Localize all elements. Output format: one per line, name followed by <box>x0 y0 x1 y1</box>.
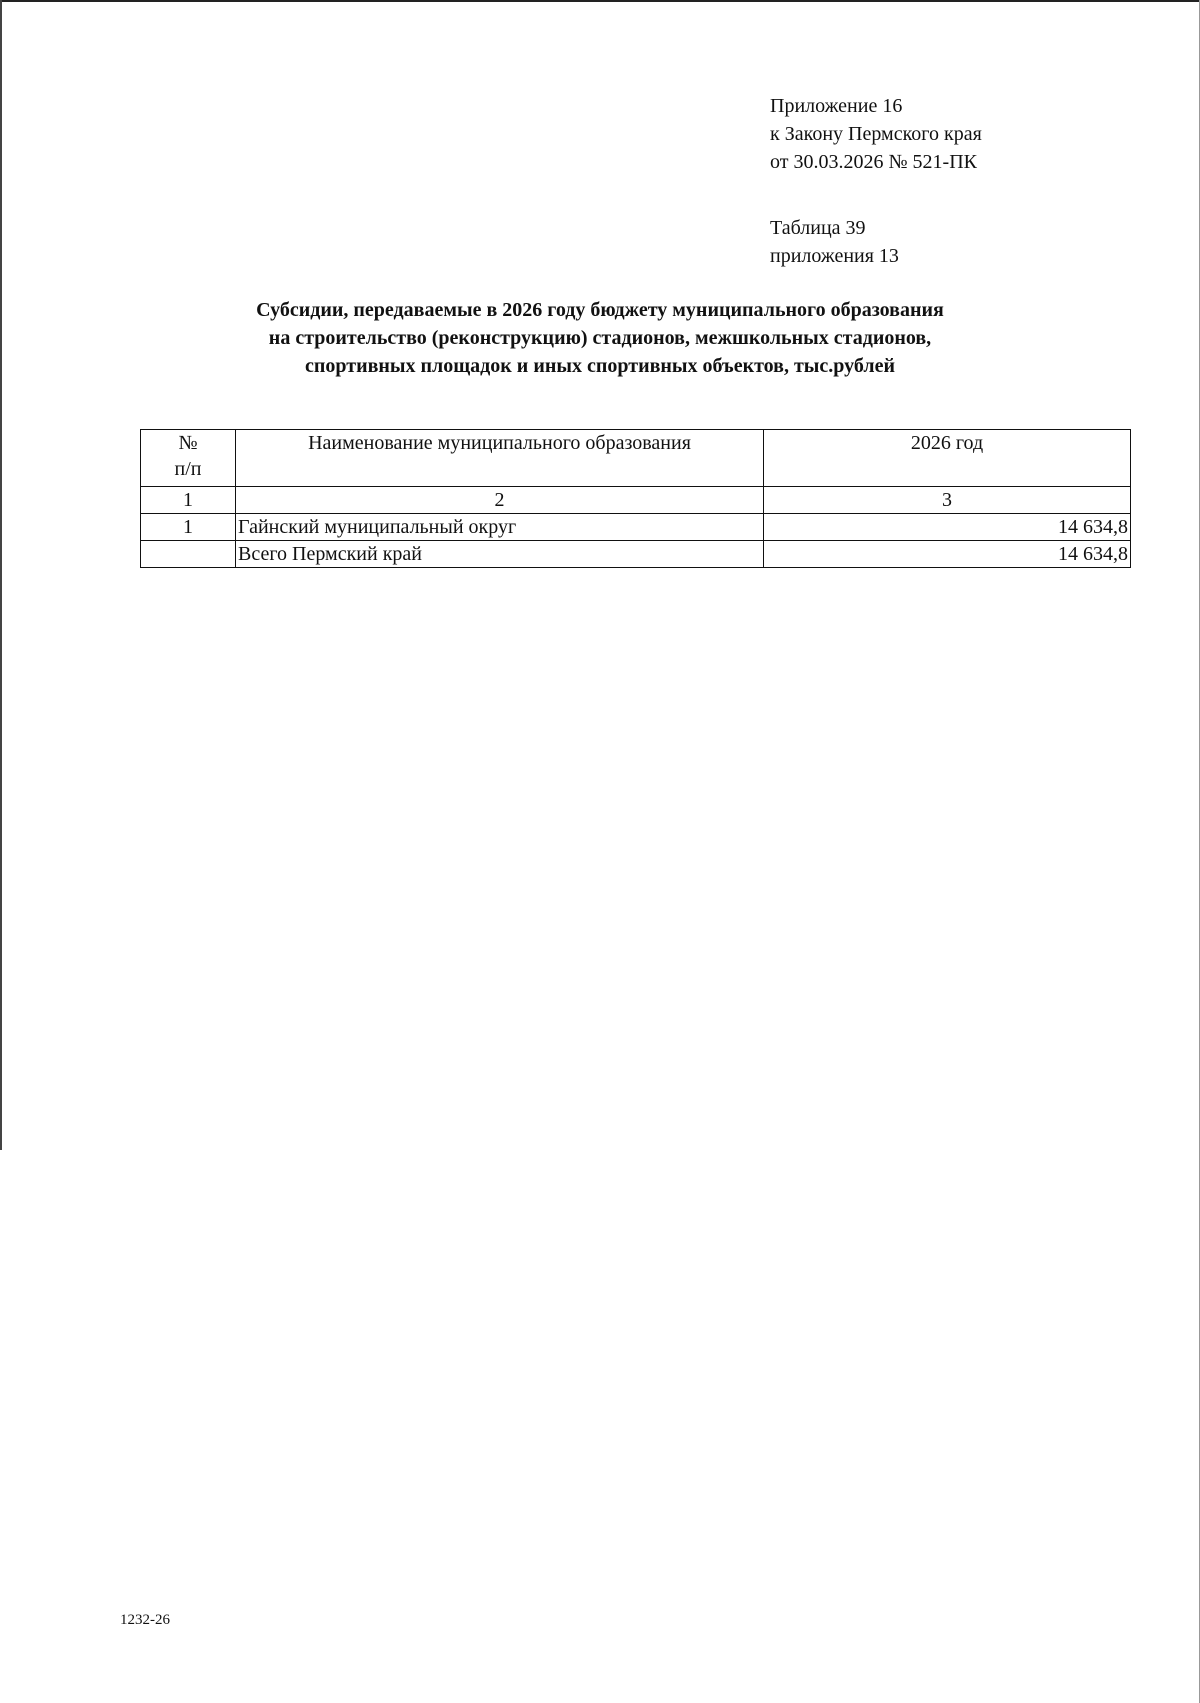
row-name: Всего Пермский край <box>236 541 764 568</box>
scan-edge-left <box>0 0 2 1150</box>
column-number-row <box>141 487 1131 514</box>
table-ref-line-1: Таблица 39 <box>770 217 866 239</box>
page-code: 1232-26 <box>120 1612 170 1628</box>
row-num: 1 <box>141 514 236 541</box>
title-line-1: Субсидии, передаваемые в 2026 году бюджету муниципального образования <box>256 299 944 321</box>
appendix-line-1: Приложение 16 <box>770 95 903 117</box>
table-header-row <box>141 430 1131 487</box>
document-title <box>180 296 1020 380</box>
table-row <box>141 514 1131 541</box>
row-value: 14 634,8 <box>764 541 1131 568</box>
appendix-line-3: от 30.03.2026 № 521-ПК <box>770 151 978 173</box>
table-reference <box>770 214 899 270</box>
appendix-line-2: к Закону Пермского края <box>770 123 982 145</box>
column-number-1: 1 <box>141 487 236 514</box>
subsidies-table <box>140 429 1131 568</box>
table-ref-line-2: приложения 13 <box>770 245 899 267</box>
header-num-line-2: п/п <box>174 458 202 480</box>
title-line-2: на строительство (реконструкцию) стадионов, межшкольных стадионов, <box>268 327 932 349</box>
scan-edge-top <box>0 0 1200 2</box>
appendix-reference <box>770 92 982 176</box>
row-value: 14 634,8 <box>764 514 1131 541</box>
table-row-total <box>141 541 1131 568</box>
title-line-3: спортивных площадок и иных спортивных объектов, тыс.рублей <box>304 355 895 377</box>
header-num <box>141 430 236 487</box>
header-num-line-1: № <box>178 432 198 454</box>
row-name: Гайнский муниципальный округ <box>236 514 764 541</box>
column-number-3: 3 <box>764 487 1131 514</box>
header-year: 2026 год <box>764 430 1131 487</box>
header-name: Наименование муниципального образования <box>236 430 764 487</box>
row-num <box>141 541 236 568</box>
column-number-2: 2 <box>236 487 764 514</box>
